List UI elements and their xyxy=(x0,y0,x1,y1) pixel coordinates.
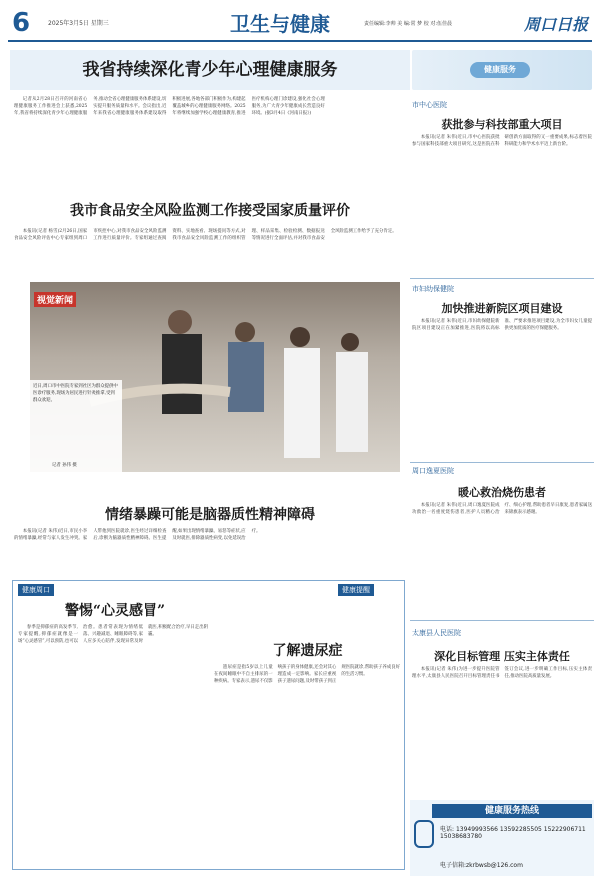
yixia-hospital-headline: 暖心救治烧伤患者 xyxy=(458,486,546,499)
visual-news-tag: 视觉新闻 xyxy=(34,292,76,307)
yixia-hospital-text: 本报讯(记者 朱伟)近日,周口逸夏医院成功救治一名重度烧伤患者,医护人员精心治疗、细心护理,帮助患者早日康复,患者家属送来锦旗表示感谢。 xyxy=(412,503,592,515)
hotline-email: 电子信箱:zkrbwsb@126.com xyxy=(440,862,523,869)
maternal-hospital-text: 本报讯(记者 朱伟)近日,市妇幼保健院新院区项目建设正在加紧推进,医院将以高标准、严要求推进项目建设,为全市妇女儿童提供更加优质的医疗保健服务。 xyxy=(412,319,592,331)
taikang-hospital-body xyxy=(412,666,592,796)
photo-caption: 近日,周口市中医院专家到社区为群众提供中医诊疗服务,现场为居民进行针灸推拿,受到群众欢迎。 xyxy=(30,380,122,472)
emotion-body xyxy=(14,528,404,576)
lead-article-body xyxy=(14,96,404,196)
central-hospital-text: 本报讯(记者 朱伟)近日,市中心医院获批参与国家科技部重大项目研究,这是医院在科研创新方面取得的又一重要成果,标志着医院科研能力和学术水平迈上新台阶。 xyxy=(412,135,592,147)
phone-icon xyxy=(414,820,434,848)
central-hospital-headline: 获批参与科技部重大项目 xyxy=(441,118,563,131)
tag-health-reminder: 健康提醒 xyxy=(338,584,374,596)
hotline-title: 健康服务热线 xyxy=(432,804,592,818)
emotion-text: 本报讯(记者 朱伟)近日,市民小李的情绪暴躁,经常与家人发生冲突。家人带他到医院就诊,医生经过详细检查后,诊断为脑器质性精神障碍。医生提醒,如果出现情绪暴躁、易怒等症状,应及时就医,排除器质性病变,以免延误治疗。 xyxy=(14,529,261,541)
section-title: 卫生与健康 xyxy=(230,12,330,36)
food-safety-body xyxy=(14,228,404,278)
editor-credits: 责任编辑:李帅 美 编:常 梦 校 对:伍佳晨 xyxy=(364,21,453,27)
food-safety-text: 本报讯(记者 杨雪)2月26日,国家食品安全风险评估中心专家组到周口市疾控中心,对我市食品安全风险监测工作进行质量评价。专家组通过查阅资料、实地查看、现场提问等方式,对我市食品安全风险监测工作的组织管理、样品采集、检验检测、数据报送等情况进行全面评估,并对我市食品安全风险监测工作给予了充分肯定。 xyxy=(14,229,397,241)
dept-yixia-hospital: 周口逸夏医院 xyxy=(412,467,454,475)
central-hospital-body xyxy=(412,134,592,272)
dept-maternal-hospital: 市妇幼保健院 xyxy=(412,285,454,293)
lead-body-text: 记者从2月28日召开的河南省心理健康服务工作推进会上获悉,2025年,我省将持续深化青少年心理健康服务,推动全省心理健康服务体系建设,切实提升服务质量和水平。会议指出,近年来我省心理健康服务体系建设取得积极进展,各地各部门积极作为,构建起覆盖城乡的心理健康服务网络。2025年将继续加强学校心理健康教育,推进医疗机构心理门诊建设,强化社会心理服务,为广大青少年健康成长营造良好环境。(据3月4日《河南日报》) xyxy=(14,97,325,116)
taikang-hospital-text: 本报讯(记者 朱伟)为进一步提升医院管理水平,太康县人民医院召开目标管理责任书签订会议,进一步明确工作目标,压实主体责任,推动医院高质量发展。 xyxy=(412,667,592,679)
divider xyxy=(410,620,594,621)
issue-date: 2025年3月5日 星期三 xyxy=(48,20,109,27)
enuresis-body xyxy=(214,664,400,864)
food-safety-headline: 我市食品安全风险监测工作接受国家质量评价 xyxy=(70,203,350,219)
yixia-hospital-body xyxy=(412,502,592,614)
maternal-hospital-headline: 加快推进新院区项目建设 xyxy=(441,302,563,315)
enuresis-text: 遗尿症是指5岁以上儿童在夜间睡眠中不自主排尿的一种疾病。专家表示,遗尿不仅影响孩子的身体健康,还会对其心理造成一定影响。家长应重视孩子遗尿问题,及时带孩子到正规医院就诊,帮助孩子养成良好的生活习惯。 xyxy=(214,665,400,684)
photo-credit: 记者 孙伟 摄 xyxy=(52,463,77,468)
lead-banner xyxy=(10,50,410,90)
dept-central-hospital: 市中心医院 xyxy=(412,101,447,109)
phone-label: 电话: xyxy=(440,826,455,833)
enuresis-headline: 了解遗尿症 xyxy=(272,643,343,659)
tag-health-zhoukou: 健康周口 xyxy=(18,584,54,596)
divider xyxy=(410,278,594,279)
lead-headline: 我省持续深化青少年心理健康服务 xyxy=(82,60,338,80)
phone-numbers: 13949993566 13592285505 15222906711 15038683780 xyxy=(440,826,586,840)
deco-label: 健康服务 xyxy=(470,62,530,78)
emotion-headline: 情绪暴躁可能是脑器质性精神障碍 xyxy=(105,507,315,523)
mental-cold-text: 春季是抑郁症的高发季节,专家提醒,抑郁症就像是一场“心灵感冒”,可以预防,也可以治愈。患者常表现为情绪低落、兴趣减退、睡眠障碍等,家人应多关心陪伴,发现异常及时就医,积极配合治疗,早日走出阴霾。 xyxy=(18,625,208,644)
divider xyxy=(410,462,594,463)
dept-taikang-hospital: 太康县人民医院 xyxy=(412,629,461,637)
taikang-hospital-headline: 深化目标管理 压实主体责任 xyxy=(434,650,570,663)
masthead xyxy=(8,6,592,42)
mental-cold-body xyxy=(18,624,208,864)
hotline-phones xyxy=(440,824,590,840)
mental-cold-headline: 警惕“心灵感冒” xyxy=(64,603,166,619)
newspaper-logo: 周口日报 xyxy=(523,15,588,34)
page-number: 6 xyxy=(12,8,31,38)
maternal-hospital-body xyxy=(412,318,592,458)
